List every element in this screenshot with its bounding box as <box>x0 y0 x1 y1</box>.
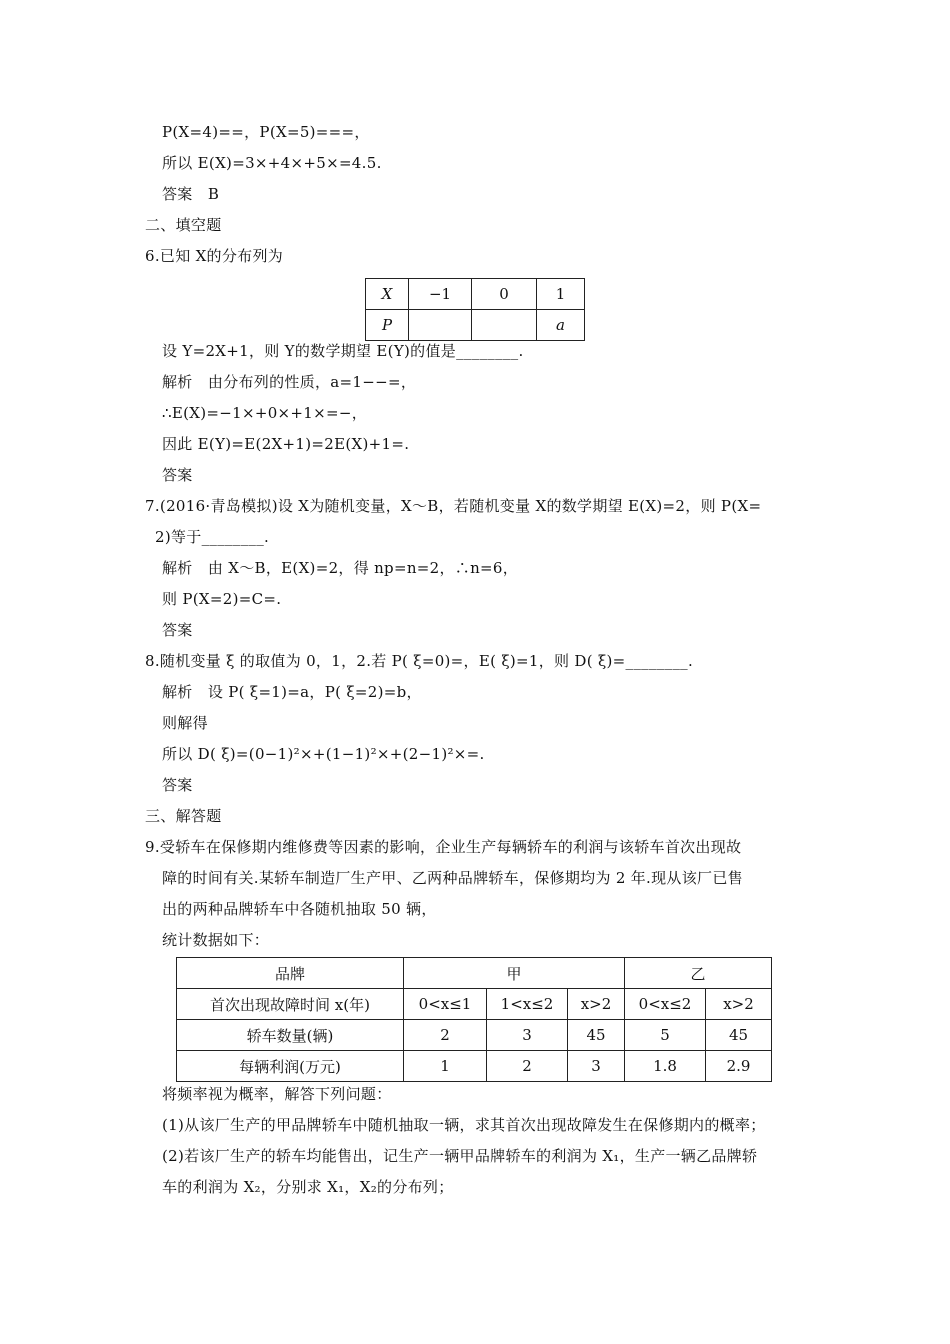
text-line: (1)从该厂生产的甲品牌轿车中随机抽取一辆，求其首次出现故障发生在保修期内的概率； <box>162 1116 766 1134</box>
table-row <box>177 958 772 989</box>
table-cell: a <box>537 310 585 341</box>
table-row <box>366 279 585 310</box>
analysis-line: 解析 由分布列的性质，a=1−−=， <box>162 373 417 391</box>
table-header-cell: 乙 <box>625 958 772 989</box>
text-line: P(X=4)==，P(X=5)===， <box>162 123 370 141</box>
table-cell: 3 <box>568 1051 625 1082</box>
text-line: (2)若该厂生产的轿车均能售出，记生产一辆甲品牌轿车的利润为 X₁，生产一辆乙品牌轿 <box>162 1147 758 1165</box>
table-cell: 2 <box>404 1020 487 1051</box>
table-cell: 1<x≤2 <box>487 989 568 1020</box>
section-heading: 二、填空题 <box>145 216 222 234</box>
table-cell: X <box>366 279 409 310</box>
table-cell <box>472 310 537 341</box>
table-cell: 0<x≤1 <box>404 989 487 1020</box>
analysis-line: 解析 设 P( ξ=1)=a，P( ξ=2)=b， <box>162 683 422 701</box>
text-line: 将频率视为概率，解答下列问题： <box>162 1085 392 1103</box>
text-line: 所以 E(X)=3×+4×+5×=4.5. <box>162 154 382 172</box>
text-line: 统计数据如下： <box>162 931 270 949</box>
text-line: 所以 D( ξ)=(0−1)²×+(1−1)²×+(2−1)²×=. <box>162 745 485 763</box>
table-cell: 首次出现故障时间 x(年) <box>177 989 404 1020</box>
table-cell: 每辆利润(万元) <box>177 1051 404 1082</box>
table-cell: 轿车数量(辆) <box>177 1020 404 1051</box>
analysis-line: 解析 由 X～B，E(X)=2，得 np=n=2，∴n=6， <box>162 559 519 577</box>
table-cell: x>2 <box>706 989 772 1020</box>
question-line: 7.(2016·青岛模拟)设 X为随机变量，X～B，若随机变量 X的数学期望 E(X)=2，则 P(X= <box>145 497 762 515</box>
text-line: 出的两种品牌轿车中各随机抽取 50 辆， <box>162 900 437 918</box>
text-line: 则 P(X=2)=C=. <box>162 590 282 608</box>
question-line: 8.随机变量 ξ 的取值为 0，1，2.若 P( ξ=0)=，E( ξ)=1，则 D( ξ)=________. <box>145 652 694 670</box>
distribution-table <box>365 278 585 341</box>
table-cell: 1 <box>537 279 585 310</box>
text-line: 设 Y=2X+1，则 Y的数学期望 E(Y)的值是________. <box>162 342 524 360</box>
answer-line: 答案 <box>162 621 193 639</box>
table-header-cell: 品牌 <box>177 958 404 989</box>
text-line: 车的利润为 X₂，分别求 X₁，X₂的分布列； <box>162 1178 454 1196</box>
question-line: 6.已知 X的分布列为 <box>145 247 284 265</box>
table-cell: 0<x≤2 <box>625 989 706 1020</box>
table-cell: 3 <box>487 1020 568 1051</box>
table-row <box>366 310 585 341</box>
table-cell: 1 <box>404 1051 487 1082</box>
table-cell: 5 <box>625 1020 706 1051</box>
table-cell: 45 <box>706 1020 772 1051</box>
table-cell: 2 <box>487 1051 568 1082</box>
table-cell: P <box>366 310 409 341</box>
answer-line: 答案 <box>162 776 193 794</box>
table-row <box>177 1020 772 1051</box>
car-statistics-table <box>176 957 772 1082</box>
table-cell: 0 <box>472 279 537 310</box>
table-cell <box>409 310 472 341</box>
table-cell: 45 <box>568 1020 625 1051</box>
answer-line: 答案 B <box>162 185 220 203</box>
answer-line: 答案 <box>162 466 193 484</box>
table-row <box>177 1051 772 1082</box>
section-heading: 三、解答题 <box>145 807 222 825</box>
table-cell: −1 <box>409 279 472 310</box>
text-line: ∴E(X)=−1×+0×+1×=−， <box>162 404 368 422</box>
text-line: 2)等于________. <box>155 528 270 546</box>
text-line: 因此 E(Y)=E(2X+1)=2E(X)+1=. <box>162 435 410 453</box>
text-line: 障的时间有关.某轿车制造厂生产甲、乙两种品牌轿车，保修期均为 2 年.现从该厂已售 <box>162 869 743 887</box>
table-cell: 2.9 <box>706 1051 772 1082</box>
table-cell: x>2 <box>568 989 625 1020</box>
question-line: 9.受轿车在保修期内维修费等因素的影响，企业生产每辆轿车的利润与该轿车首次出现故 <box>145 838 742 856</box>
text-line: 则解得 <box>162 714 208 732</box>
table-cell: 1.8 <box>625 1051 706 1082</box>
table-header-cell: 甲 <box>404 958 625 989</box>
table-row <box>177 989 772 1020</box>
